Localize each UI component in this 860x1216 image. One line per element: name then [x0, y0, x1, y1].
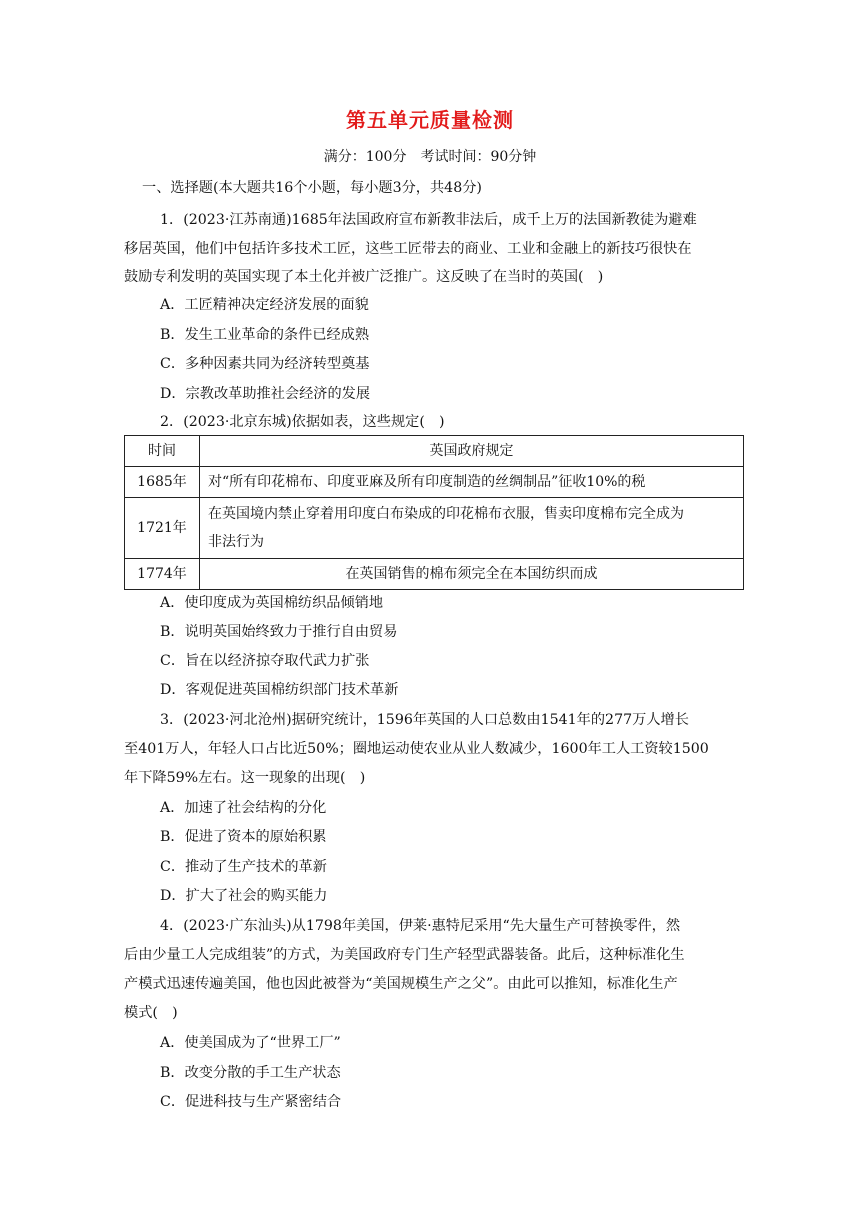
- question-1-option: D．宗教改革助推社会经济的发展: [160, 386, 371, 402]
- question-2-option: C．旨在以经济掠夺取代武力扩张: [160, 653, 370, 669]
- question-4-option: C．促进科技与生产紧密结合: [160, 1094, 342, 1110]
- section-heading: 一、选择题(本大题共16个小题，每小题3分，共48分): [142, 180, 482, 196]
- table-row: [125, 498, 744, 559]
- table-row: [125, 559, 744, 590]
- page-title: 第五单元质量检测: [346, 108, 514, 132]
- question-3-option: C．推动了生产技术的革新: [160, 859, 327, 875]
- question-2-option: A．使印度成为英国棉纺织品倾销地: [160, 595, 384, 611]
- table-cell-year: 1685年: [125, 467, 200, 498]
- table-row: [125, 467, 744, 498]
- question-1-option: A．工匠精神决定经济发展的面貌: [160, 297, 369, 313]
- table-header: 时间: [125, 436, 200, 467]
- question-4-line: 模式( ): [124, 1005, 178, 1021]
- regulation-table: [124, 435, 744, 590]
- question-4-line: 4．(2023·广东汕头)从1798年美国，伊莱·惠特尼采用“先大量生产可替换零件，然: [160, 918, 681, 934]
- table-header: 英国政府规定: [200, 436, 744, 467]
- table-header-row: [125, 436, 744, 467]
- question-3-option: B．促进了资本的原始积累: [160, 829, 327, 845]
- question-3-line: 3．(2023·河北沧州)据研究统计，1596年英国的人口总数由1541年的277万人增长: [160, 712, 689, 728]
- question-2-option: D．客观促进英国棉纺织部门技术革新: [160, 682, 399, 698]
- question-2-stem: 2．(2023·北京东城)依据如表，这些规定( ): [160, 414, 445, 430]
- table-cell-rule: [200, 498, 744, 559]
- question-1-line: 鼓励专利发明的英国实现了本土化并被广泛推广。这反映了在当时的英国( ): [124, 269, 604, 285]
- table-cell-year: 1721年: [125, 498, 200, 559]
- question-1-option: C．多种因素共同为经济转型奠基: [160, 356, 370, 372]
- question-1-option: B．发生工业革命的条件已经成熟: [160, 327, 370, 343]
- question-4-line: 产模式迅速传遍美国，他也因此被誉为“美国规模生产之父”。由此可以推知，标准化生产: [124, 976, 678, 992]
- question-3-option: D．扩大了社会的购买能力: [160, 888, 328, 904]
- table-cell-rule: 在英国销售的棉布须完全在本国纺织而成: [200, 559, 744, 590]
- question-1-line: 1．(2023·江苏南通)1685年法国政府宣布新教非法后，成千上万的法国新教徒为避难: [160, 212, 697, 228]
- question-4-option: B．改变分散的手工生产状态: [160, 1065, 341, 1081]
- question-1-line: 移居英国，他们中包括许多技术工匠，这些工匠带去的商业、工业和金融上的新技巧很快在: [124, 241, 692, 257]
- exam-info: 满分：100分 考试时间：90分钟: [323, 149, 537, 165]
- question-4-option: A．使美国成为了“世界工厂”: [160, 1035, 341, 1051]
- question-3-line: 年下降59%左右。这一现象的出现( ): [124, 770, 366, 786]
- table-cell-rule-line: 非法行为: [208, 534, 264, 550]
- table-cell-year: 1774年: [125, 559, 200, 590]
- question-3-option: A．加速了社会结构的分化: [160, 800, 327, 816]
- question-3-line: 至401万人，年轻人口占比近50%；圈地运动使农业从业人数减少，1600年工人工资较1500: [124, 741, 709, 757]
- table-cell-rule-line: 在英国境内禁止穿着用印度白布染成的印花棉布衣服，售卖印度棉布完全成为: [208, 506, 684, 522]
- table-cell-rule: 对“所有印花棉布、印度亚麻及所有印度制造的丝绸制品”征收10%的税: [200, 467, 744, 498]
- question-2-option: B．说明英国始终致力于推行自由贸易: [160, 624, 398, 640]
- question-4-line: 后由少量工人完成组装”的方式，为美国政府专门生产轻型武器装备。此后，这种标准化生: [124, 947, 685, 963]
